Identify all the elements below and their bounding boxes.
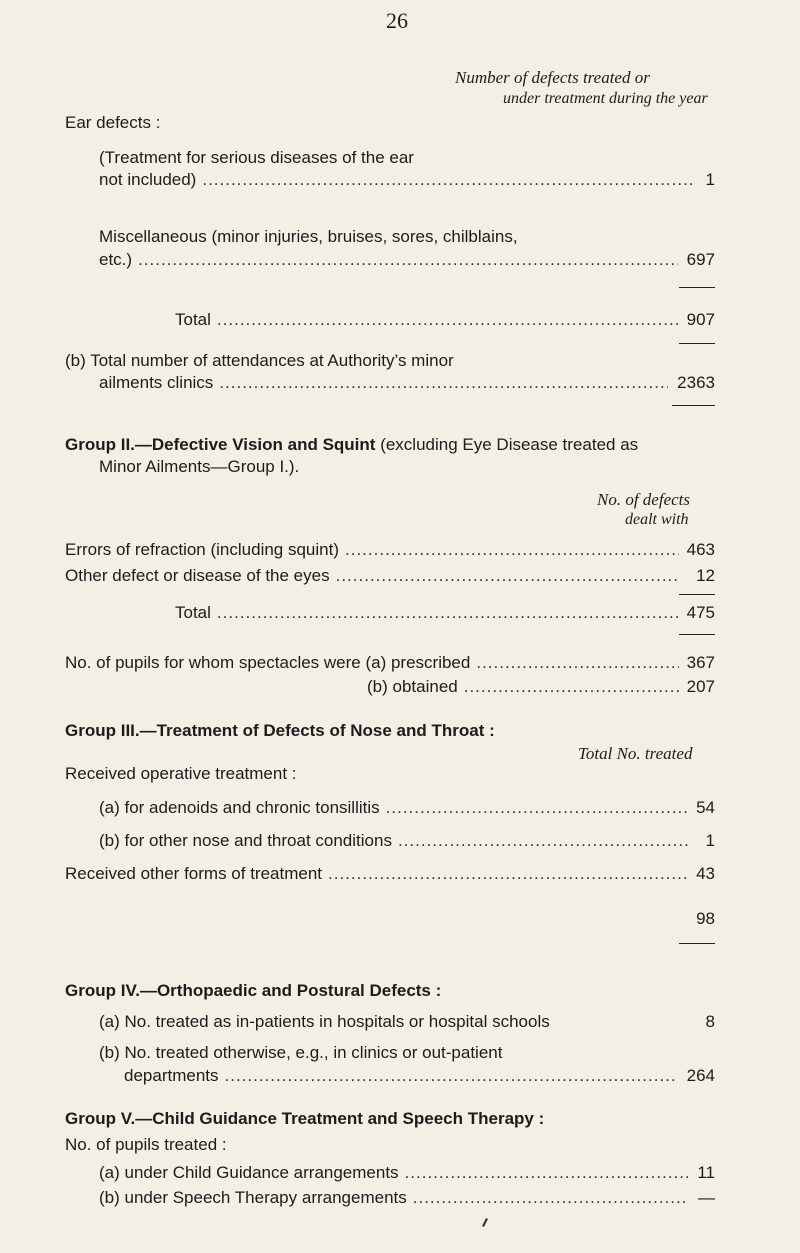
ear-row2-line2: etc.) [99,250,133,269]
group2-row2 [65,566,685,586]
ear-row1 [99,170,699,190]
group2-col-header-line1: No. of defects [597,490,691,509]
leader-dots [345,540,679,560]
attendance-row [99,373,674,393]
rule-line [679,943,715,944]
group4-row-b-line1: (b) No. treated otherwise, e.g., in clinics or out-patient [99,1043,503,1062]
attendance-value: 2363 [677,373,715,392]
group5-row-a-value: 11 [697,1163,715,1182]
spectacles-b-row [367,677,685,697]
ear-defects-heading: Ear defects : [65,113,161,132]
group2-heading-line2: Minor Ailments—Group I.). [99,457,300,476]
spectacles-a-row [65,653,685,673]
group3-row-a-label: (a) for adenoids and chronic tonsillitis [99,798,380,817]
group2-heading-bold: Group II.—Defective Vision and Squint [65,435,376,454]
rule-line [679,343,715,344]
group2-row1-value: 463 [686,540,715,559]
group2-total-value: 475 [686,603,715,622]
ear-row1-value: 1 [705,170,715,189]
leader-dots [217,603,679,623]
group5-row-b-value: — [698,1188,715,1207]
group3-other-row [65,864,694,884]
ear-row2-value: 697 [686,250,715,269]
spectacles-a-label: No. of pupils for whom spectacles were (a) prescribed [65,653,471,672]
group2-total-row [175,603,685,623]
group2-heading [65,435,638,455]
group5-row-b [99,1188,694,1208]
ink-mark-icon [480,1216,490,1228]
leader-dots [405,1163,688,1183]
group3-row-b-label: (b) for other nose and throat conditions [99,831,392,850]
group2-heading-rest: (excluding Eye Disease treated as [380,435,639,454]
group2-row1-label: Errors of refraction (including squint) [65,540,340,559]
page-number: 26 [386,8,408,33]
group3-heading: Group III.—Treatment of Defects of Nose and Throat : [65,721,495,740]
leader-dots [398,831,688,851]
group3-row-a-value: 54 [696,798,715,817]
spectacles-b-value: 207 [686,677,715,696]
ear-row1-line2: not included) [99,170,197,189]
leader-dots [217,310,679,330]
ear-total-label: Total [175,310,211,329]
group2-row1 [65,540,685,560]
ear-row2 [99,250,684,270]
ear-column-header-line2: under treatment during the year [503,90,708,107]
group3-row-a [99,798,694,818]
rule-line [672,405,715,406]
group5-pupils-treated: No. of pupils treated : [65,1135,227,1154]
group5-row-b-label: (b) under Speech Therapy arrangements [99,1188,407,1207]
attendance-line2: ailments clinics [99,373,214,392]
ear-total-row [175,310,685,330]
ear-column-header-line1: Number of defects treated or [455,68,650,87]
ear-row2-line1: Miscellaneous (minor injuries, bruises, sores, chilblains, [99,227,518,246]
group4-row-a-label: (a) No. treated as in-patients in hospitals or hospital schools [99,1012,550,1031]
leader-dots [386,798,688,818]
leader-dots [202,170,693,190]
group3-other-label: Received other forms of treatment [65,864,323,883]
group4-row-b-value: 264 [686,1066,715,1085]
group3-total-value: 98 [696,909,715,928]
spectacles-b-label: (b) obtained [367,677,458,696]
leader-dots [225,1066,679,1086]
leader-dots [328,864,688,884]
group2-row2-value: 12 [696,566,715,585]
leader-dots [413,1188,688,1208]
group3-row-b-value: 1 [705,831,715,850]
ear-row1-line1: (Treatment for serious diseases of the ear [99,148,414,167]
group4-row-a-value: 8 [705,1012,715,1031]
leader-dots [476,653,679,673]
group4-row-b-line2: departments [124,1066,219,1085]
group3-col-header: Total No. treated [578,744,693,763]
group4-row-b [124,1066,684,1086]
group5-row-a [99,1163,694,1183]
group4-heading: Group IV.—Orthopaedic and Postural Defects : [65,981,442,1000]
group2-total-label: Total [175,603,211,622]
rule-line [679,634,715,635]
group2-col-header-line2: dealt with [625,511,689,528]
group5-row-a-label: (a) under Child Guidance arrangements [99,1163,399,1182]
leader-dots [464,677,679,697]
ear-total-value: 907 [686,310,715,329]
attendance-line1: (b) Total number of attendances at Authority’s minor [65,351,454,370]
leader-dots [336,566,679,586]
group2-row2-label: Other defect or disease of the eyes [65,566,330,585]
leader-dots [138,250,678,270]
rule-line [679,287,715,288]
group3-row-b [99,831,694,851]
rule-line [679,594,715,595]
group5-heading: Group V.—Child Guidance Treatment and Speech Therapy : [65,1109,545,1128]
group3-other-value: 43 [696,864,715,883]
leader-dots [219,373,668,393]
spectacles-a-value: 367 [686,653,715,672]
group3-received-operative: Received operative treatment : [65,764,297,783]
